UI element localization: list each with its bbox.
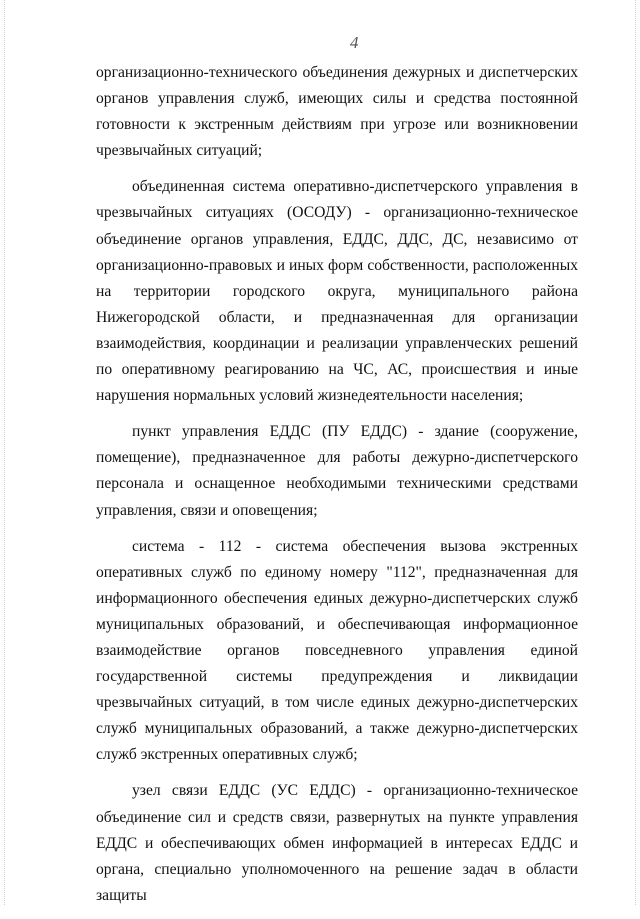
body-text [96, 60, 578, 919]
paragraph-osodu-definition: объединенная система оперативно-диспетчерского управления в чрезвычайных ситуациях (ОСОДУ) - организационно-техническое объединение органов управления, ЕДДС, ДДС, ДС, независимо от организационно-правовых и иных форм собственности, расположенных на территории городского округа, муниципального района Нижегородской области, и предназначенная для организации взаимодействия, координации и реализации управленческих решений по оперативному реагированию на ЧС, АС, происшествия и иные нарушения нормальных условий жизнедеятельности населения; [96, 178, 578, 405]
page-number: 4 [350, 33, 359, 52]
paragraph-pu-edds-definition: пункт управления ЕДДС (ПУ ЕДДС) - здание (сооружение, помещение), предназначенное для работы дежурно-диспетчерского персонала и оснащенное необходимыми техническими средствами управления, связи и оповещения; [96, 423, 578, 519]
paragraph-us-edds-definition: узел связи ЕДДС (УС ЕДДС) - организационно-техническое объединение сил и средств связи, развернутых на пункте управления ЕДДС и обеспечивающих обмен информацией в интересах ЕДДС и органа, специально уполномоченного на решение задач в области защиты [96, 782, 578, 904]
scan-edge-right [635, 0, 636, 905]
paragraph-system-112-definition: система - 112 - система обеспечения вызова экстренных оперативных служб по единому номеру "112", предназначенная для информационного обеспечения единых дежурно-диспетчерских служб муниципальных образований, и обеспечивающая информационное взаимодействие органов повседневного управления единой государственной системы предупреждения и ликвидации чрезвычайных ситуаций, в том числе единых дежурно-диспетчерских служб муниципальных образований, а также дежурно-диспетчерских служб экстренных оперативных служб; [96, 537, 578, 764]
scan-edge-left [4, 0, 5, 905]
paragraph-continuation: организационно-технического объединения дежурных и диспетчерских органов управления служб, имеющих силы и средства постоянной готовности к экстренным действиям при угрозе или возникновении чрезвычайных ситуаций; [96, 64, 578, 160]
